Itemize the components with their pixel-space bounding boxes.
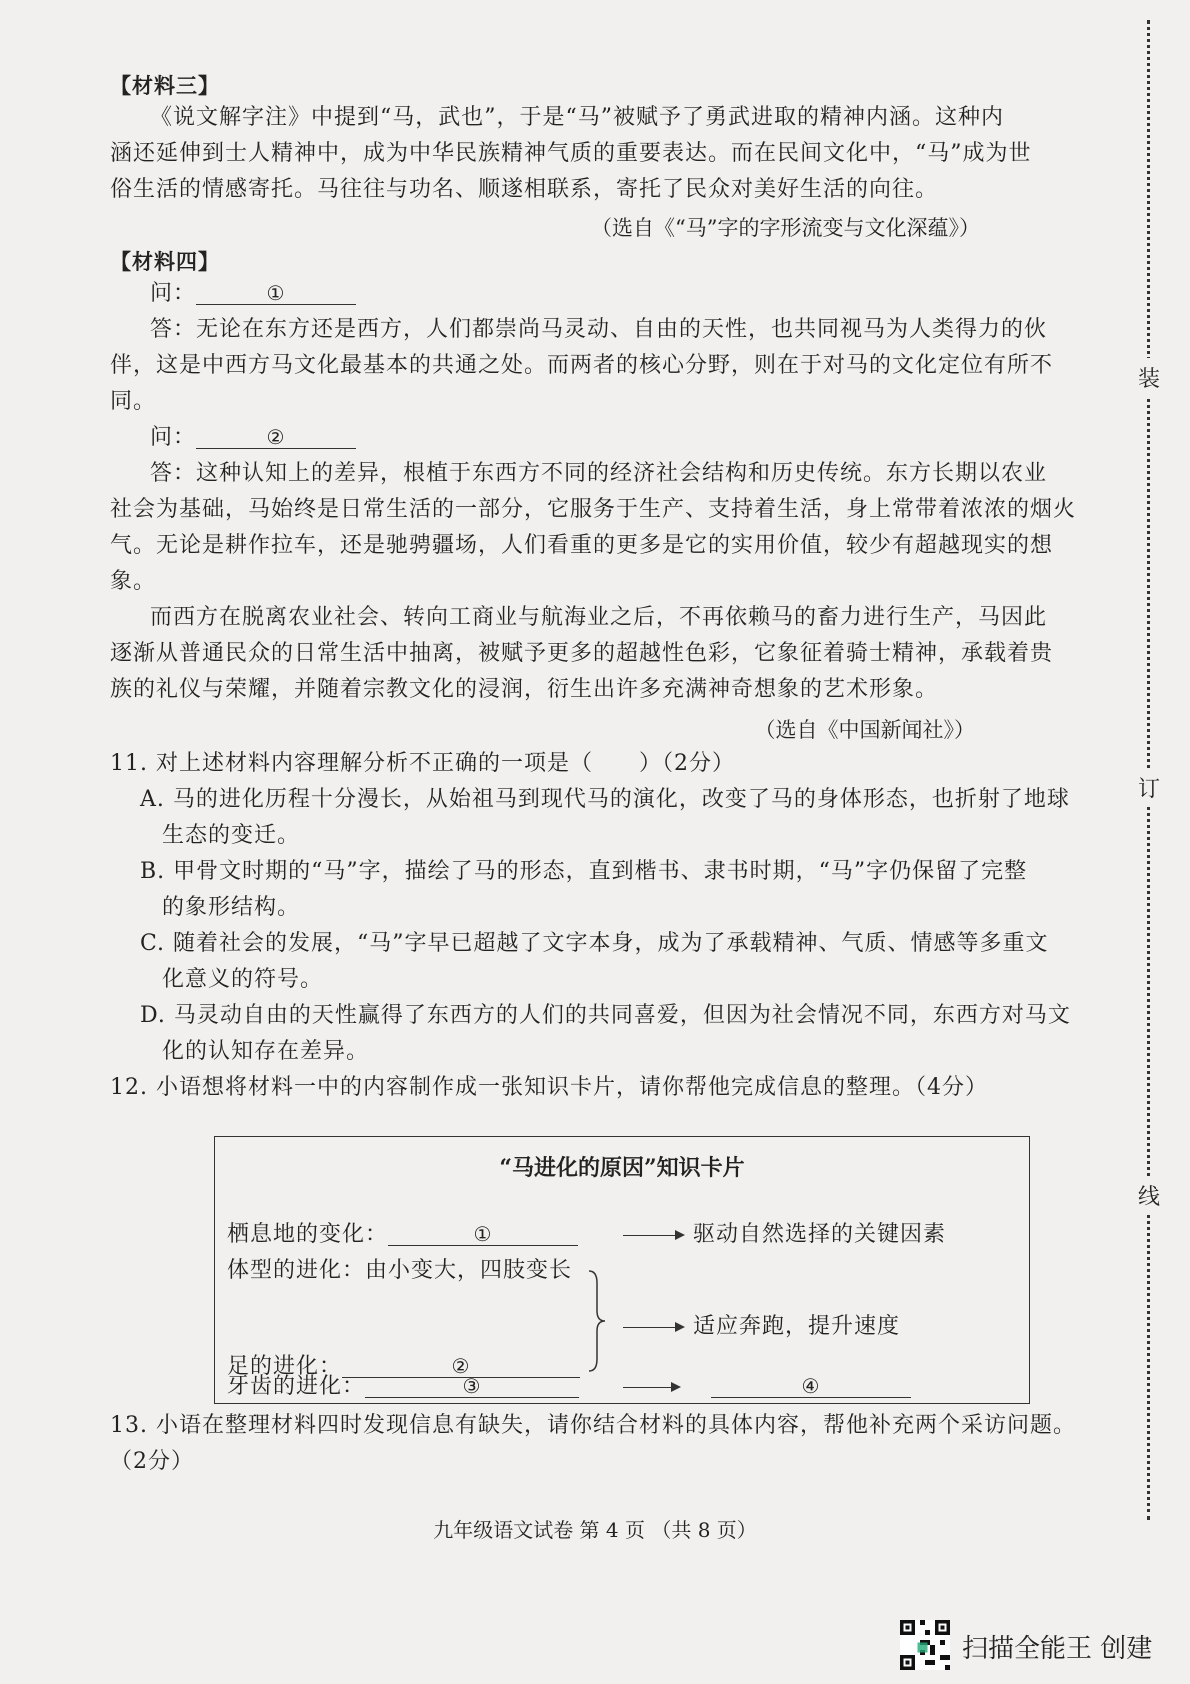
card-title: “马进化的原因”知识卡片 [499, 1155, 745, 1181]
answer-1-line: 伴，这是中西方马文化最基本的共通之处。而两者的核心分野，则在于对马的文化定位有所不 [110, 353, 1054, 378]
habitat-result: 驱动自然选择的关键因素 [693, 1222, 947, 1247]
blank-habitat: ① [388, 1223, 578, 1246]
answer-2-line: 气。无论是耕作拉车，还是驰骋疆场，人们看重的更多是它的实用价值，较少有超越现实的想 [110, 533, 1054, 558]
answer-3-line: 逐渐从普通民众的日常生活中抽离，被赋予更多的超越性色彩，它象征着骑士精神，承载着贵 [110, 641, 1054, 666]
question-12-stem: 12. 小语想将材料一中的内容制作成一张知识卡片，请你帮他完成信息的整理。（4分） [110, 1075, 988, 1100]
answer-2-line: 社会为基础，马始终是日常生活的一部分，它服务于生产、支持着生活，身上常带着浓浓的烟火 [110, 497, 1077, 522]
blank-2: ② [196, 426, 356, 449]
question-label: 问： [150, 425, 197, 450]
option-d: D. 马灵动自由的天性赢得了东西方的人们的共同喜爱，但因为社会情况不同，东西方对马文 [140, 1003, 1071, 1028]
answer-2-line: 象。 [110, 569, 157, 594]
answer-3-line: 族的礼仪与荣耀，并随着宗教文化的浸润，衍生出许多充满神奇想象的艺术形象。 [110, 677, 939, 702]
material3-line: 《说文解字注》中提到“马，武也”，于是“马”被赋予了勇武进取的精神内涵。这种内 [150, 105, 1004, 130]
option-a-cont: 生态的变迁。 [162, 823, 301, 848]
blank-1: ① [196, 282, 356, 305]
question-2-line [150, 424, 356, 452]
material3-line: 涵还延伸到士人精神中，成为中华民族精神气质的重要表达。而在民间文化中，“马”成为世 [110, 141, 1032, 166]
habitat-row [227, 1221, 578, 1249]
arrow-icon [623, 1327, 683, 1328]
question-11-stem: 11. 对上述材料内容理解分析不正确的一项是（ ）（2分） [110, 751, 735, 776]
question-label: 问： [150, 281, 197, 306]
teeth-label: 牙齿的进化： [227, 1374, 366, 1399]
answer-1-line: 同。 [110, 389, 157, 414]
arrow-icon [623, 1387, 679, 1388]
qr-code-icon [900, 1620, 950, 1670]
option-b-cont: 的象形结构。 [162, 895, 301, 920]
material4-heading: 【材料四】 [110, 249, 220, 274]
adapt-result: 适应奔跑，提升速度 [693, 1314, 901, 1339]
material3-line: 俗生活的情感寄托。马往往与功名、顺遂相联系，寄托了民众对美好生活的向往。 [110, 177, 939, 202]
scanner-watermark: 扫描全能王 创建 [962, 1634, 1153, 1664]
material3-source: （选自《“马”字的字形流变与文化深蕴》） [591, 216, 980, 240]
body-label: 体型的进化：由小变大，四肢变长 [227, 1258, 573, 1283]
material4-source: （选自《中国新闻社》） [754, 718, 975, 742]
question-13-stem: 13. 小语在整理材料四时发现信息有缺失，请你结合材料的具体内容，帮他补充两个采访问题。 [110, 1413, 1076, 1438]
blank-teeth: ③ [365, 1375, 579, 1398]
answer-2-line: 答：这种认知上的差异，根植于东西方不同的经济社会结构和历史传统。东方长期以农业 [150, 461, 1048, 486]
brace-icon [587, 1269, 607, 1373]
teeth-row [227, 1373, 579, 1401]
option-c: C. 随着社会的发展，“马”字早已超越了文字本身，成为了承载精神、气质、情感等多重文 [140, 931, 1049, 956]
page-footer: 九年级语文试卷 第 4 页 （共 8 页） [433, 1518, 757, 1542]
knowledge-card [214, 1136, 1030, 1404]
feet-label: 足的进化： [227, 1354, 343, 1379]
blank-feet: ② [342, 1355, 580, 1378]
binding-ding-label: 订 [1138, 768, 1160, 807]
teeth-result-row [711, 1373, 911, 1401]
material3-heading: 【材料三】 [110, 73, 220, 98]
habitat-label: 栖息地的变化： [227, 1222, 389, 1247]
question-13-points: （2分） [110, 1449, 194, 1474]
answer-1-line: 答：无论在东方还是西方，人们都崇尚马灵动、自由的天性，也共同视马为人类得力的伙 [150, 317, 1048, 342]
question-1-line [150, 280, 356, 308]
option-d-cont: 化的认知存在差异。 [162, 1039, 370, 1064]
binding-zhuang-label: 装 [1138, 358, 1160, 397]
answer-3-line: 而西方在脱离农业社会、转向工商业与航海业之后，不再依赖马的畜力进行生产，马因此 [150, 605, 1048, 630]
option-b: B. 甲骨文时期的“马”字，描绘了马的形态，直到楷书、隶书时期，“马”字仍保留了完整 [140, 859, 1028, 884]
arrow-icon [623, 1235, 683, 1236]
option-c-cont: 化意义的符号。 [162, 967, 324, 992]
blank-teeth-result: ④ [711, 1375, 911, 1398]
binding-xian-label: 线 [1138, 1176, 1160, 1215]
option-a: A. 马的进化历程十分漫长，从始祖马到现代马的演化，改变了马的身体形态，也折射了地球 [140, 787, 1070, 812]
